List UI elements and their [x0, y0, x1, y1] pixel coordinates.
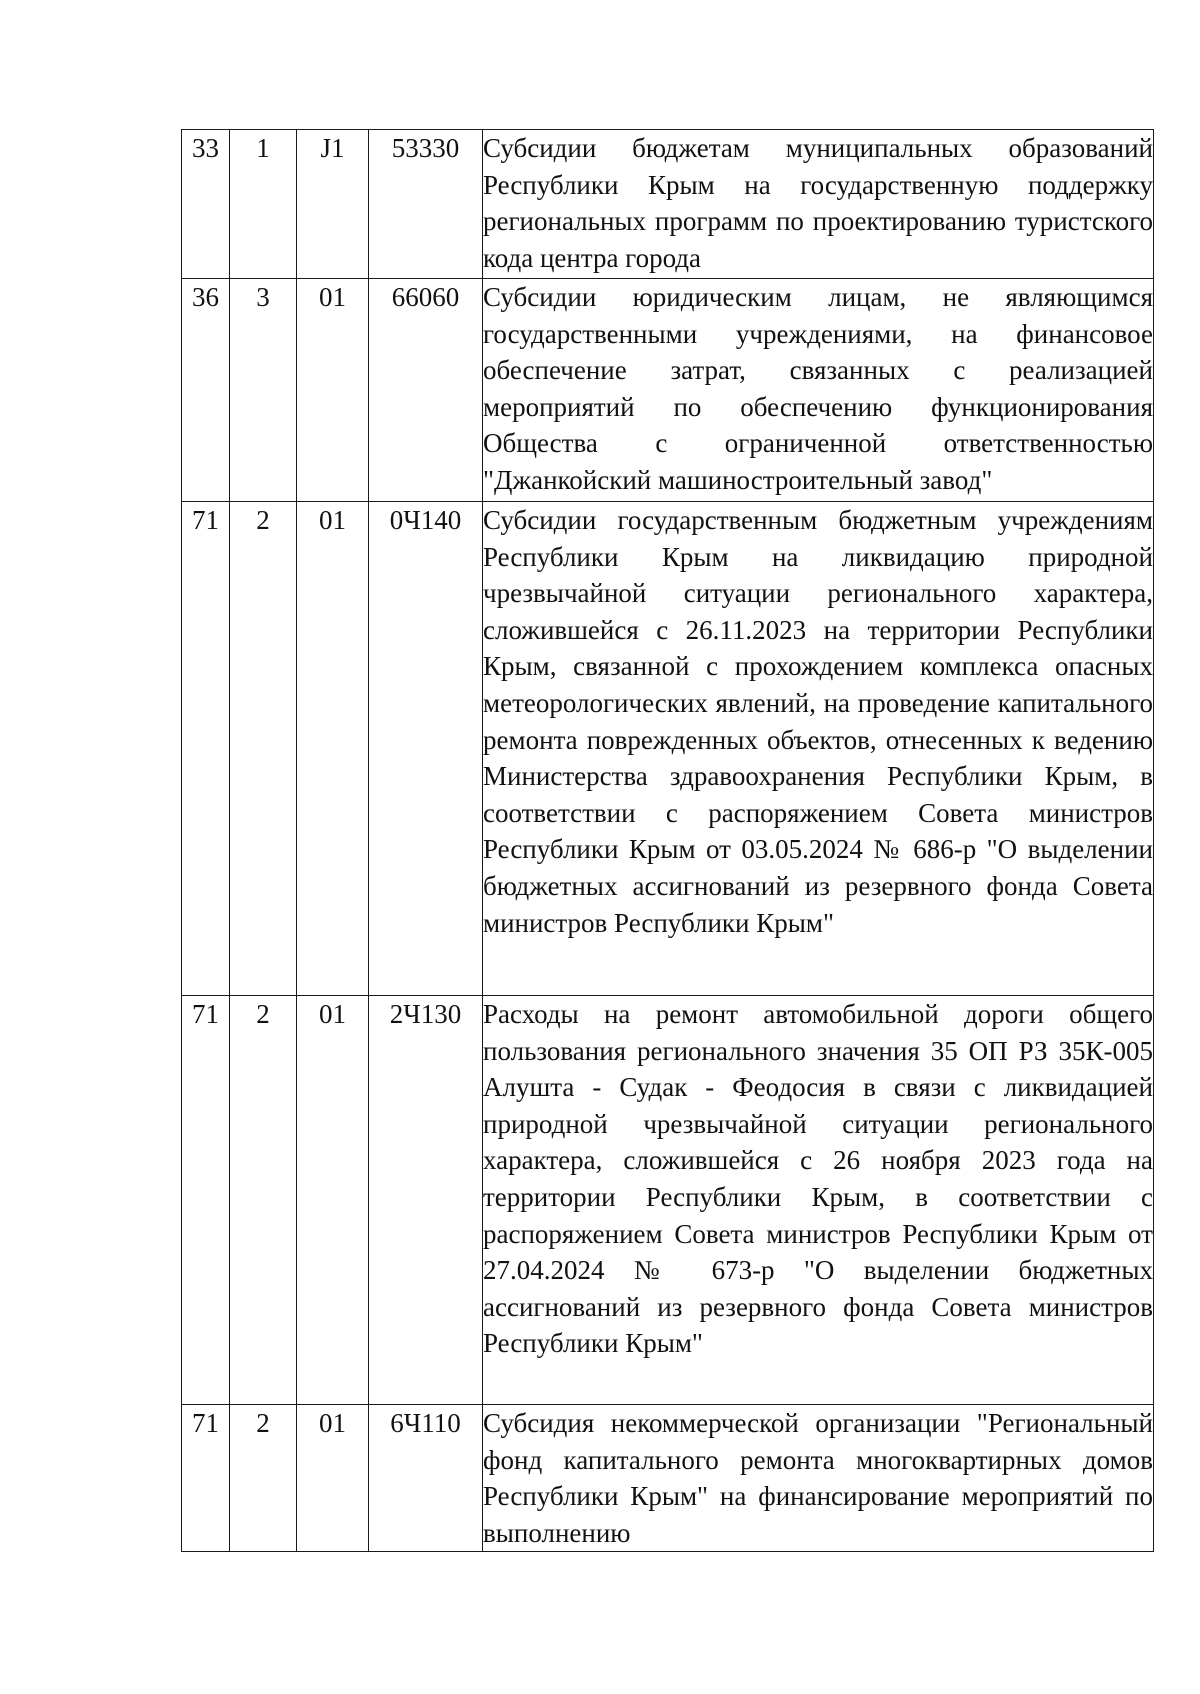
code-cell-3: J1 [297, 130, 369, 279]
code-cell-1: 71 [182, 1405, 230, 1552]
code-cell-1: 71 [182, 996, 230, 1405]
table-row [182, 996, 1154, 1405]
code-cell-2: 1 [230, 130, 297, 279]
budget-classification-table [181, 129, 1154, 1552]
table-row [182, 1405, 1154, 1552]
code-cell-4: 0Ч140 [369, 502, 483, 996]
table-row [182, 502, 1154, 996]
code-cell-1: 36 [182, 279, 230, 502]
code-cell-3: 01 [297, 1405, 369, 1552]
code-cell-4: 53330 [369, 130, 483, 279]
code-cell-3: 01 [297, 502, 369, 996]
code-cell-3: 01 [297, 279, 369, 502]
description-cell: Расходы на ремонт автомобильной дороги общего пользования регионального значения 35 ОП РЗ 35К-005 Алушта - Судак - Феодосия в связи с ликвидацией природной чрезвычайной ситуации регионального характера, сложившейся с 26 ноября 2023 года на территории Республики Крым, в соответствии с распоряжением Совета министров Республики Крым от 27.04.2024 № 673-р "О выделении бюджетных ассигнований из резервного фонда Совета министров Республики Крым" [483, 996, 1154, 1405]
code-cell-4: 2Ч130 [369, 996, 483, 1405]
code-cell-4: 6Ч110 [369, 1405, 483, 1552]
table-row [182, 130, 1154, 279]
code-cell-3: 01 [297, 996, 369, 1405]
description-cell: Субсидии юридическим лицам, не являющимся государственными учреждениями, на финансовое обеспечение затрат, связанных с реализацией мероприятий по обеспечению функционирования Общества с ограниченной ответственностью "Джанкойский машиностроительный завод" [483, 279, 1154, 502]
code-cell-2: 3 [230, 279, 297, 502]
table-row [182, 279, 1154, 502]
description-cell: Субсидии бюджетам муниципальных образований Республики Крым на государственную поддержку региональных программ по проектированию туристского кода центра города [483, 130, 1154, 279]
code-cell-4: 66060 [369, 279, 483, 502]
code-cell-2: 2 [230, 1405, 297, 1552]
code-cell-2: 2 [230, 996, 297, 1405]
code-cell-2: 2 [230, 502, 297, 996]
description-cell: Субсидии государственным бюджетным учреждениям Республики Крым на ликвидацию природной чрезвычайной ситуации регионального характера, сложившейся с 26.11.2023 на территории Республики Крым, связанной с прохождением комплекса опасных метеорологических явлений, на проведение капитального ремонта поврежденных объектов, отнесенных к ведению Министерства здравоохранения Республики Крым, в соответствии с распоряжением Совета министров Республики Крым от 03.05.2024 № 686-р "О выделении бюджетных ассигнований из резервного фонда Совета министров Республики Крым" [483, 502, 1154, 996]
description-cell: Субсидия некоммерческой организации "Региональный фонд капитального ремонта многоквартирных домов Республики Крым" на финансирование мероприятий по выполнению [483, 1405, 1154, 1552]
code-cell-1: 71 [182, 502, 230, 996]
code-cell-1: 33 [182, 130, 230, 279]
